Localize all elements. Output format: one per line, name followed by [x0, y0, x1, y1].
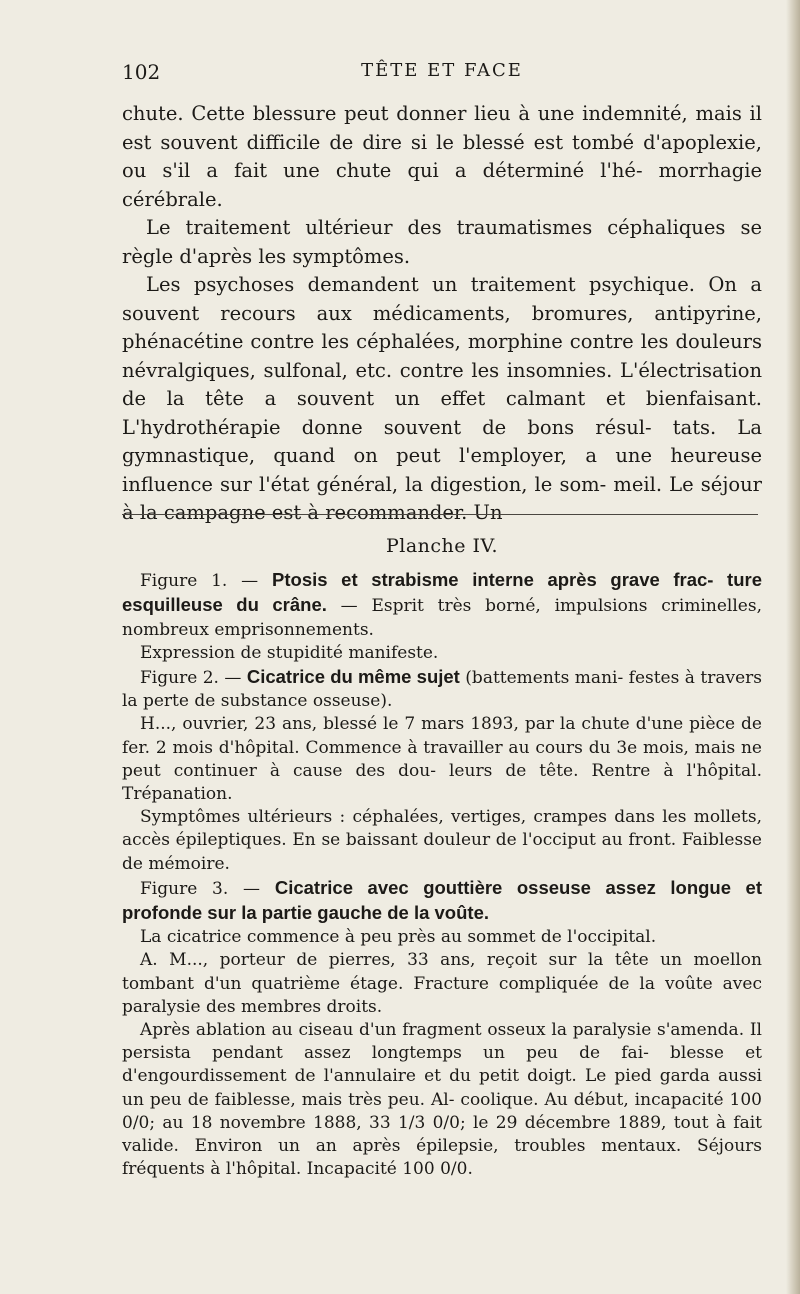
figure-1-note: Expression de stupidité manifeste.: [140, 642, 439, 663]
figure-3-caption: [122, 876, 762, 926]
figure-1-description: — Esprit très borné, impulsions criminelles, nombreux emprisonnements.: [122, 596, 762, 640]
main-text: [122, 100, 762, 528]
figure-1-title: Ptosis et strabisme interne après grave frac- ture esquilleuse du crâne.: [122, 569, 763, 616]
page-edge-shadow: [786, 0, 800, 1294]
section-divider: [122, 514, 758, 515]
paragraph-treatment: Le traitement ultérieur des traumatismes céphaliques se règle d'après les symptômes.: [122, 216, 762, 268]
plate-legend: [122, 535, 762, 1181]
running-title: TÊTE ET FACE: [361, 60, 523, 81]
plate-title: Planche IV.: [385, 535, 499, 557]
figure-3-title: Cicatrice avec gouttière osseuse assez longue et profonde sur la partie gauche de la voûte.: [122, 876, 762, 924]
figure-3-label: Figure 3. —: [140, 878, 275, 899]
figure-2-description: (battements mani- festes à travers la perte de substance osseuse).: [122, 668, 762, 712]
figure-3-scar-note: La cicatrice commence à peu près au sommet de l'occipital.: [140, 927, 657, 948]
figure-3-outcome: Après ablation au ciseau d'un fragment osseux la paralysie s'amenda. Il persista pendant assez longtemps un peu de fai- blesse et d'engourdissement de l'annulaire et du petit doigt. Le pied garda aussi un peu de faiblesse, mais très peu. Al- coolique. Au début, incapacité 100 0/0; au 18 novembre 1888, 33 1/3 0/0; le 29 décembre 1889, tout à fait valide. Environ un an après épilepsie, troubles mentaux. Séjours fréquents à l'hôpital. Incapacité 100 0/0.: [122, 1020, 762, 1180]
figure-2-label: Figure 2. —: [140, 668, 247, 689]
figure-1-caption: [122, 568, 762, 642]
figure-3-case: A. M..., porteur de pierres, 33 ans, reçoit sur la tête un moellon tombant d'un quatrième étage. Fracture compliquée de la voûte avec paralysie des membres droits.: [122, 950, 762, 1017]
figure-2-caption: [122, 665, 762, 713]
figure-1-label: Figure 1. —: [140, 571, 273, 592]
paragraph-continuation: chute. Cette blessure peut donner lieu à une indemnité, mais il est souvent difficile de dire si le blessé est tombé d'apoplexie, ou s'il a fait une chute qui a déterminé l'hé- morrhagie cérébrale.: [122, 102, 762, 211]
page-header: [122, 60, 762, 88]
page-number: 102: [122, 60, 161, 84]
figure-2-title: Cicatrice du même sujet: [246, 666, 460, 688]
figure-2-symptoms: Symptômes ultérieurs : céphalées, vertiges, crampes dans les mollets, accès épileptiques. En se baissant douleur de l'occiput au front. Faiblesse de mémoire.: [122, 807, 762, 874]
paragraph-psychoses: Les psychoses demandent un traitement psychique. On a souvent recours aux médicaments, bromures, antipyrine, phénacétine contre les céphalées, morphine contre les douleurs névralgiques, sulfonal, etc. contre les insomnies. L'électrisation de la tête a souvent un effet calmant et bienfaisant. L'hydrothérapie donne souvent de bons résul- tats. La gymnastique, quand on peut l'employer, a une heureuse influence sur l'état général, la digestion, le som- meil. Le séjour à la campagne est à recommander. Un: [122, 273, 762, 524]
figure-2-case: H..., ouvrier, 23 ans, blessé le 7 mars 1893, par la chute d'une pièce de fer. 2 mois d'hôpital. Commence à travailler au cours du 3e mois, mais ne peut continuer à cause des dou- leurs de tête. Rentre à l'hôpital. Trépanation.: [122, 714, 762, 805]
